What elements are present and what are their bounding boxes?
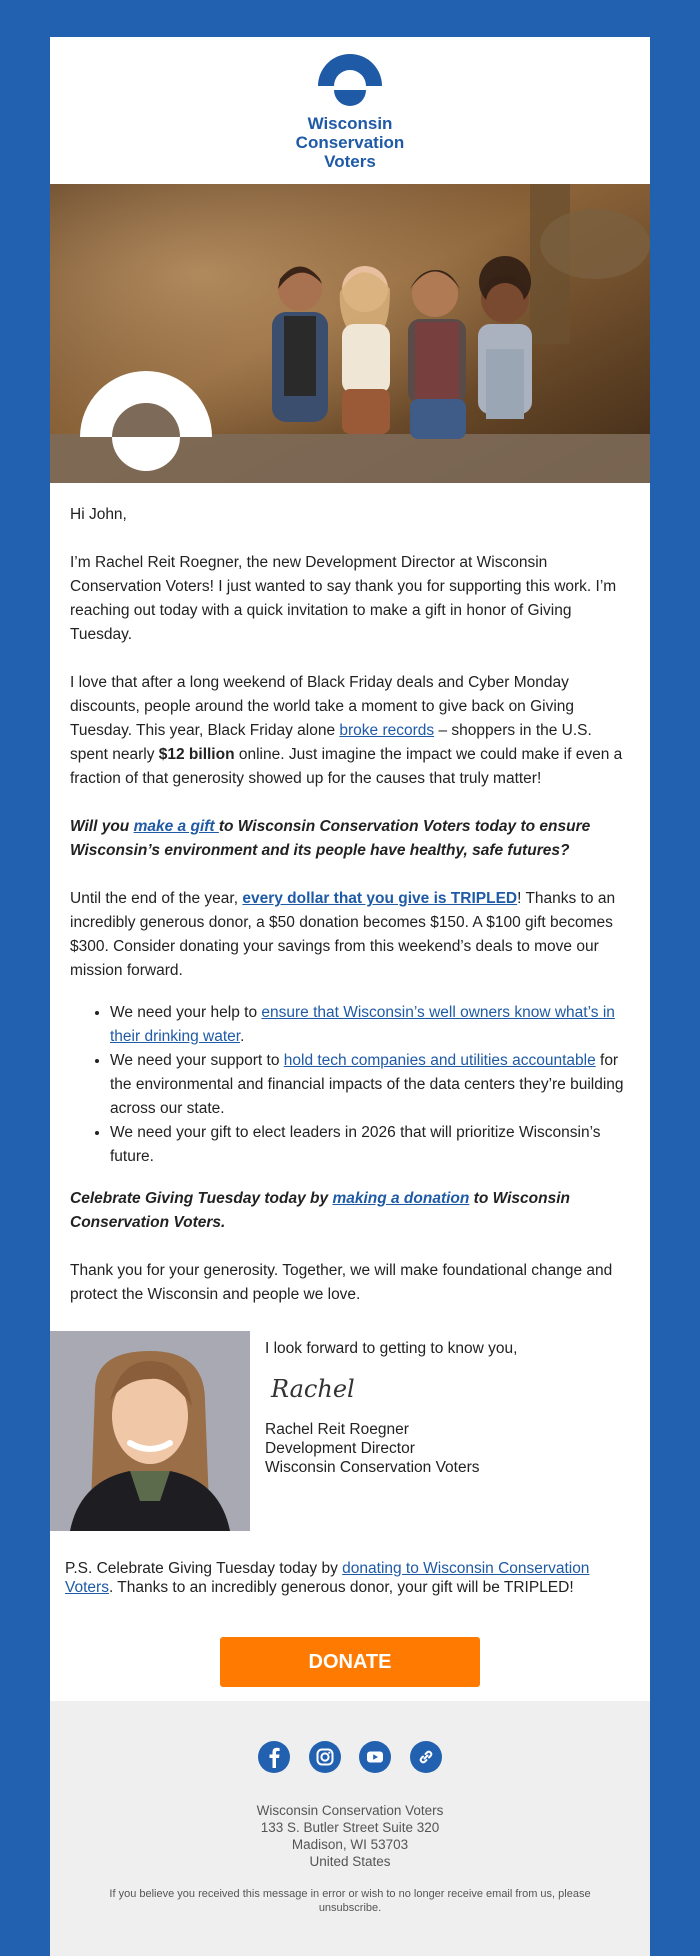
tripled-paragraph: [70, 887, 630, 983]
unsubscribe-notice[interactable]: If you believe you received this message in error or wish to no longer receive email from us, please unsubscribe.: [109, 1888, 591, 1914]
org-wordmark-line: Wisconsin: [307, 114, 393, 133]
text-segment: . Thanks to an incredibly generous donor, your gift will be TRIPLED!: [108, 1579, 574, 1596]
email-body: [50, 483, 650, 1307]
make-a-gift-link[interactable]: make a gift: [133, 818, 219, 835]
text-segment: P.S. Celebrate Giving Tuesday today by: [65, 1560, 343, 1577]
making-a-donation-link[interactable]: making a donation: [332, 1190, 470, 1207]
handwritten-signature: Rachel: [271, 1375, 355, 1403]
donate-button[interactable]: DONATE: [220, 1637, 480, 1687]
social-links: [50, 1741, 650, 1773]
instagram-icon[interactable]: [309, 1741, 341, 1773]
tripled-link[interactable]: every dollar that you give is TRIPLED: [242, 890, 518, 907]
address-line: Wisconsin Conservation Voters: [256, 1803, 444, 1818]
org-wordmark-line: Conservation: [295, 133, 405, 152]
mailing-address: [50, 1802, 650, 1870]
text-segment: Until the end of the year,: [70, 890, 243, 907]
signer-name: Rachel Reit Roegner: [265, 1421, 409, 1438]
org-wordmark-line: Voters: [324, 152, 376, 171]
text-segment: We need your support to: [110, 1052, 284, 1069]
email-header: [50, 37, 650, 184]
tech-accountable-link[interactable]: hold tech companies and utilities accountable: [283, 1052, 596, 1069]
address-line: United States: [309, 1854, 391, 1869]
email-footer: [50, 1701, 650, 1956]
text-segment: .: [240, 1028, 245, 1045]
signer-title: Development Director: [265, 1440, 415, 1457]
signer-org: Wisconsin Conservation Voters: [265, 1459, 480, 1476]
text-segment: I love that after a long weekend of Black Friday deals and Cyber Monday discounts, people around the world take a moment to give back on Giving Tuesday. This year, Black Friday alone: [70, 674, 575, 739]
text-segment: for the environmental and financial impacts of the data centers they’re building across our state.: [110, 1052, 624, 1117]
bold-amount: $12 billion: [158, 746, 235, 763]
address-line: Madison, WI 53703: [291, 1837, 409, 1852]
list-item: [110, 1049, 630, 1121]
ps-paragraph: [50, 1531, 650, 1597]
signoff: I look forward to getting to know you,: [265, 1340, 518, 1357]
signature-block: [50, 1331, 650, 1531]
email-card: [50, 37, 650, 1956]
text-segment: to Wisconsin Conservation Voters.: [70, 1190, 570, 1231]
text-segment: We need your help to: [110, 1004, 262, 1021]
hero-image[interactable]: [50, 184, 650, 483]
needs-list: [70, 1001, 630, 1169]
text-segment: ! Thanks to an incredibly generous donor, a $50 donation becomes $150. A $100 gift becomes $300. Consider donating your savings from this weekend’s deals to move our mission forward.: [70, 890, 616, 979]
thank-you-paragraph: Thank you for your generosity. Together, we will make foundational change and protect the Wisconsin and people we love.: [70, 1262, 613, 1303]
text-segment: We need your gift to elect leaders in 2026 that will prioritize Wisconsin’s future.: [110, 1124, 601, 1165]
youtube-icon[interactable]: [359, 1741, 391, 1773]
text-segment: online. Just imagine the impact we could make if even a fraction of that generosity showed up for the causes that truly matter!: [70, 746, 623, 787]
org-wordmark[interactable]: [50, 114, 650, 171]
black-friday-paragraph: [70, 671, 630, 791]
address-line: 133 S. Butler Street Suite 320: [260, 1820, 440, 1835]
wcv-logo-icon[interactable]: [317, 53, 383, 119]
text-segment: to Wisconsin Conservation Voters today to ensure Wisconsin’s environment and its people have healthy, safe futures?: [70, 818, 591, 859]
signature-text: [265, 1339, 517, 1477]
drinking-water-link[interactable]: ensure that Wisconsin’s well owners know what’s in their drinking water: [110, 1004, 615, 1045]
intro-paragraph: I’m Rachel Reit Roegner, the new Development Director at Wisconsin Conservation Voters! I just wanted to say thank you for supporting this work. I’m reaching out today with a quick invitation to make a gift in honor of Giving Tuesday.: [70, 554, 617, 643]
broke-records-link[interactable]: broke records: [339, 722, 435, 739]
celebrate-paragraph: [70, 1187, 630, 1235]
link-icon[interactable]: [410, 1741, 442, 1773]
make-gift-paragraph: [70, 815, 630, 863]
portrait-photo: [50, 1331, 250, 1531]
text-segment: Will you: [70, 818, 134, 835]
greeting: Hi John,: [70, 506, 127, 523]
text-segment: Celebrate Giving Tuesday today by: [70, 1190, 333, 1207]
facebook-icon[interactable]: [258, 1741, 290, 1773]
text-segment: – shoppers in the U.S. spent nearly: [70, 722, 592, 763]
list-item: [110, 1121, 630, 1169]
list-item: [110, 1001, 630, 1049]
donate-ps-link[interactable]: donating to Wisconsin Conservation Voters: [65, 1560, 590, 1596]
